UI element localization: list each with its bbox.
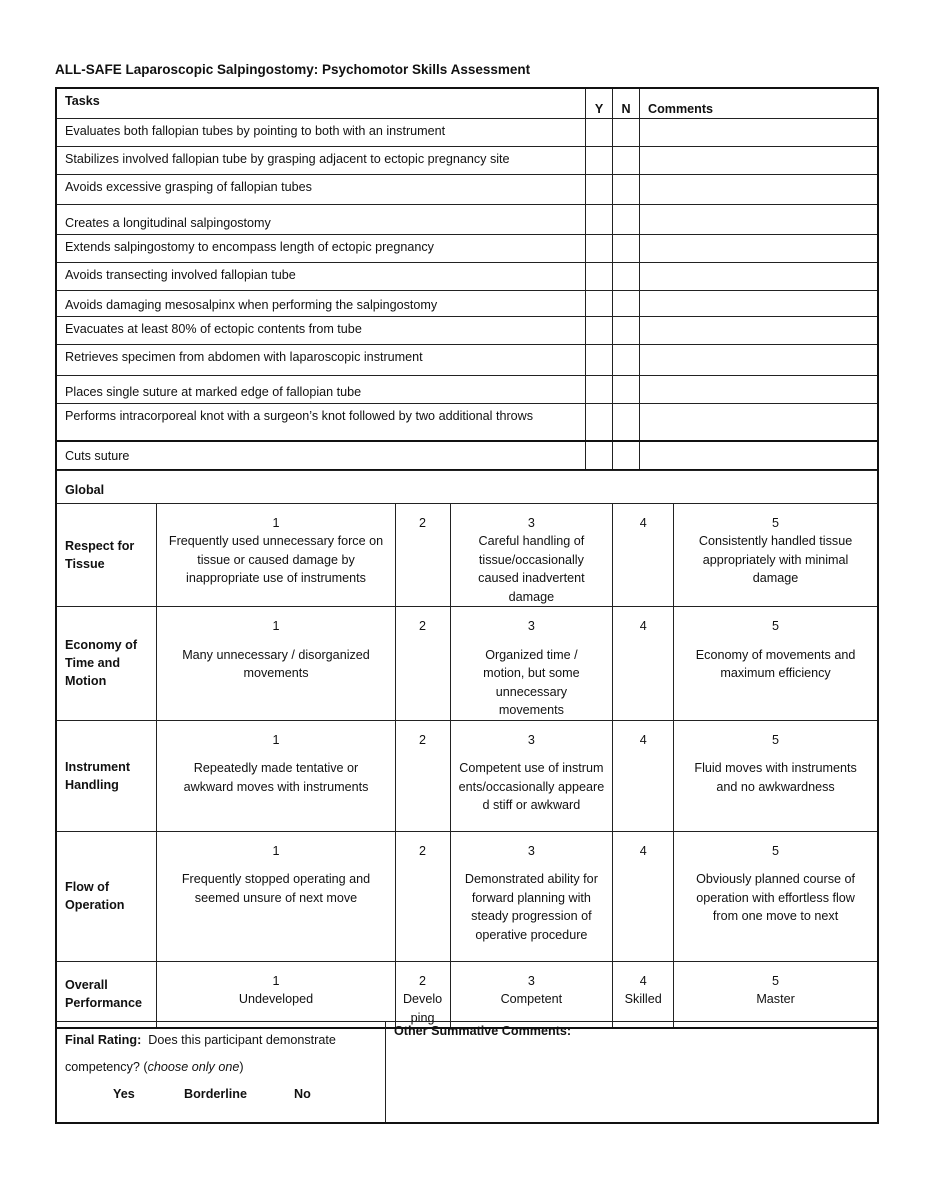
task-4-yes-cell[interactable] xyxy=(586,204,613,234)
task-12-no-cell[interactable] xyxy=(613,441,640,470)
task-8-yes-cell[interactable] xyxy=(586,316,613,344)
task-row-12: Cuts suture xyxy=(56,441,586,470)
final-rating-section xyxy=(56,1022,386,1124)
task-1-no-cell[interactable] xyxy=(613,118,640,146)
task-2-no-cell[interactable] xyxy=(613,146,640,174)
task-10-no-cell[interactable] xyxy=(613,375,640,403)
score-description: Obviously planned course of operation with effortless flow from one move to next xyxy=(696,872,856,923)
score-description: Frequently used unnecessary force on tissue or caused damage by inappropriate use of instruments xyxy=(168,534,384,585)
question-text: Does this participant demonstrate competency? ( xyxy=(65,1033,336,1074)
flow-score-4-cell[interactable] xyxy=(613,831,674,961)
tasks-header: Tasks xyxy=(56,88,586,118)
economy-score-3-cell[interactable] xyxy=(450,607,613,721)
task-6-no-cell[interactable] xyxy=(613,262,640,290)
overall-score-4-cell[interactable] xyxy=(613,961,674,1028)
flow-score-1-cell[interactable] xyxy=(157,831,395,961)
flow-score-2-cell[interactable] xyxy=(395,831,450,961)
score-number: 5 xyxy=(772,515,780,530)
task-8-comments-cell[interactable] xyxy=(639,316,878,344)
task-1-yes-cell[interactable] xyxy=(586,118,613,146)
score-description: Repeatedly made tentative or awkward moves with instruments xyxy=(183,761,369,794)
score-number: 4 xyxy=(639,619,647,633)
task-5-no-cell[interactable] xyxy=(613,234,640,262)
score-number: 4 xyxy=(639,843,647,858)
task-5-yes-cell[interactable] xyxy=(586,234,613,262)
score-number: 1 xyxy=(272,843,280,858)
task-row-3: Avoids excessive grasping of fallopian tubes xyxy=(56,174,586,204)
score-number: 2 xyxy=(419,732,427,747)
other-summative-comments[interactable]: Other Summative Comments: xyxy=(386,1022,879,1124)
question-close: ) xyxy=(239,1060,244,1074)
task-2-yes-cell[interactable] xyxy=(586,146,613,174)
task-row-9: Retrieves specimen from abdomen with laparoscopic instrument xyxy=(56,344,586,375)
score-number: 1 xyxy=(272,619,280,633)
task-12-yes-cell[interactable] xyxy=(586,441,613,470)
option-borderline[interactable]: Borderline xyxy=(184,1087,247,1101)
overall-score-1-cell[interactable] xyxy=(157,961,395,1028)
task-5-comments-cell[interactable] xyxy=(639,234,878,262)
task-2-comments-cell[interactable] xyxy=(639,146,878,174)
score-number: 3 xyxy=(527,515,535,530)
instrument-handling-label: Instrument Handling xyxy=(56,720,157,831)
score-number: 5 xyxy=(772,732,780,747)
score-number: 4 xyxy=(639,973,647,988)
flow-score-5-cell[interactable] xyxy=(674,831,878,961)
overall-score-3-cell[interactable] xyxy=(450,961,613,1028)
score-number: 1 xyxy=(272,973,280,988)
overall-score-2-cell[interactable] xyxy=(395,961,450,1028)
option-no[interactable]: No xyxy=(294,1087,311,1101)
score-number: 3 xyxy=(527,619,535,633)
overall-performance-label: Overall Performance xyxy=(56,961,157,1028)
score-description: Fluid moves with instruments and no awkwardness xyxy=(694,761,857,794)
yes-header: Y xyxy=(586,88,613,118)
respect-score-2-cell[interactable] xyxy=(395,503,450,607)
score-description: Master xyxy=(756,992,795,1006)
task-7-no-cell[interactable] xyxy=(613,290,640,316)
no-header: N xyxy=(613,88,640,118)
score-description: Competent use of instruments/occasionally appeared stiff or awkward xyxy=(458,761,605,812)
task-row-2: Stabilizes involved fallopian tube by grasping adjacent to ectopic pregnancy site xyxy=(56,146,586,174)
task-6-yes-cell[interactable] xyxy=(586,262,613,290)
score-description: Many unnecessary / disorganized movements xyxy=(182,647,370,680)
task-row-10: Places single suture at marked edge of fallopian tube xyxy=(56,375,586,403)
score-number: 3 xyxy=(527,973,535,988)
page-title: ALL-SAFE Laparoscopic Salpingostomy: Psychomotor Skills Assessment xyxy=(55,62,531,77)
task-3-comments-cell[interactable] xyxy=(639,174,878,204)
task-row-5: Extends salpingostomy to encompass length of ectopic pregnancy xyxy=(56,234,586,262)
score-number: 1 xyxy=(272,515,280,530)
final-rating-label: Final Rating: xyxy=(65,1033,142,1047)
respect-score-5-cell[interactable] xyxy=(674,503,878,607)
task-9-yes-cell[interactable] xyxy=(586,344,613,375)
score-description: Demonstrated ability for forward planning with steady progression of operative procedure xyxy=(464,872,598,942)
task-8-no-cell[interactable] xyxy=(613,316,640,344)
economy-score-1-cell[interactable] xyxy=(157,607,395,721)
score-number: 5 xyxy=(772,619,780,633)
task-9-comments-cell[interactable] xyxy=(639,344,878,375)
task-row-8: Evacuates at least 80% of ectopic contents from tube xyxy=(56,316,586,344)
score-number: 2 xyxy=(419,843,427,858)
score-number: 2 xyxy=(419,515,427,530)
score-number: 2 xyxy=(419,973,427,988)
task-10-comments-cell[interactable] xyxy=(639,375,878,403)
task-7-yes-cell[interactable] xyxy=(586,290,613,316)
economy-score-5-cell[interactable] xyxy=(674,607,878,721)
option-yes[interactable]: Yes xyxy=(113,1087,135,1101)
score-description: Competent xyxy=(500,992,563,1006)
task-11-no-cell[interactable] xyxy=(613,403,640,441)
task-11-yes-cell[interactable] xyxy=(586,403,613,441)
tasks-table xyxy=(55,87,879,471)
economy-of-time-and-motion-label: Economy of Time and Motion xyxy=(56,607,157,721)
instrument-score-1-cell[interactable] xyxy=(157,720,395,831)
overall-score-5-cell[interactable] xyxy=(674,961,878,1028)
respect-score-3-cell[interactable] xyxy=(450,503,613,607)
task-9-no-cell[interactable] xyxy=(613,344,640,375)
task-row-4: Creates a longitudinal salpingostomy xyxy=(56,204,586,234)
task-4-no-cell[interactable] xyxy=(613,204,640,234)
respect-for-tissue-label: Respect for Tissue xyxy=(56,503,157,607)
score-description: Skilled xyxy=(624,992,662,1006)
task-row-11: Performs intracorporeal knot with a surgeon’s knot followed by two additional throws xyxy=(56,403,586,441)
question-italic-text: choose only one xyxy=(147,1060,240,1074)
task-4-comments-cell[interactable] xyxy=(639,204,878,234)
instrument-score-4-cell[interactable] xyxy=(613,720,674,831)
task-7-comments-cell[interactable] xyxy=(639,290,878,316)
task-6-comments-cell[interactable] xyxy=(639,262,878,290)
score-number: 5 xyxy=(772,973,780,988)
score-description: Organized time / motion, but some unnecessary movements xyxy=(483,647,580,717)
task-11-comments-cell[interactable] xyxy=(639,403,878,441)
final-rating-options xyxy=(65,1081,377,1108)
task-3-no-cell[interactable] xyxy=(613,174,640,204)
final-rating-question xyxy=(65,1027,377,1081)
task-row-7: Avoids damaging mesosalpinx when performing the salpingostomy xyxy=(56,290,586,316)
score-number: 5 xyxy=(772,843,780,858)
task-12-comments-cell[interactable] xyxy=(639,441,878,470)
score-description: Developing xyxy=(402,992,443,1025)
respect-score-4-cell[interactable] xyxy=(613,503,674,607)
score-number: 2 xyxy=(419,619,427,633)
global-header: Global xyxy=(56,471,878,504)
score-description: Consistently handled tissue appropriately with minimal damage xyxy=(698,534,853,585)
final-rating-table xyxy=(55,1021,879,1124)
economy-score-4-cell[interactable] xyxy=(613,607,674,721)
global-rating-table xyxy=(55,470,879,1029)
respect-score-1-cell[interactable] xyxy=(157,503,395,607)
task-1-comments-cell[interactable] xyxy=(639,118,878,146)
score-description: Careful handling of tissue/occasionally caused inadvertent damage xyxy=(478,534,585,604)
task-10-yes-cell[interactable] xyxy=(586,375,613,403)
score-number: 3 xyxy=(527,732,535,747)
task-row-6: Avoids transecting involved fallopian tube xyxy=(56,262,586,290)
flow-score-3-cell[interactable] xyxy=(450,831,613,961)
flow-of-operation-label: Flow of Operation xyxy=(56,831,157,961)
score-description: Undeveloped xyxy=(238,992,314,1006)
score-number: 3 xyxy=(527,843,535,858)
score-description: Economy of movements and maximum efficiency xyxy=(695,647,856,680)
economy-score-2-cell[interactable] xyxy=(395,607,450,721)
score-number: 1 xyxy=(272,732,280,747)
score-number: 4 xyxy=(639,515,647,530)
task-3-yes-cell[interactable] xyxy=(586,174,613,204)
score-number: 4 xyxy=(639,732,647,747)
instrument-score-3-cell[interactable] xyxy=(450,720,613,831)
task-row-1: Evaluates both fallopian tubes by pointing to both with an instrument xyxy=(56,118,586,146)
instrument-score-5-cell[interactable] xyxy=(674,720,878,831)
comments-header: Comments xyxy=(639,88,878,118)
instrument-score-2-cell[interactable] xyxy=(395,720,450,831)
score-description: Frequently stopped operating and seemed unsure of next move xyxy=(181,872,371,905)
